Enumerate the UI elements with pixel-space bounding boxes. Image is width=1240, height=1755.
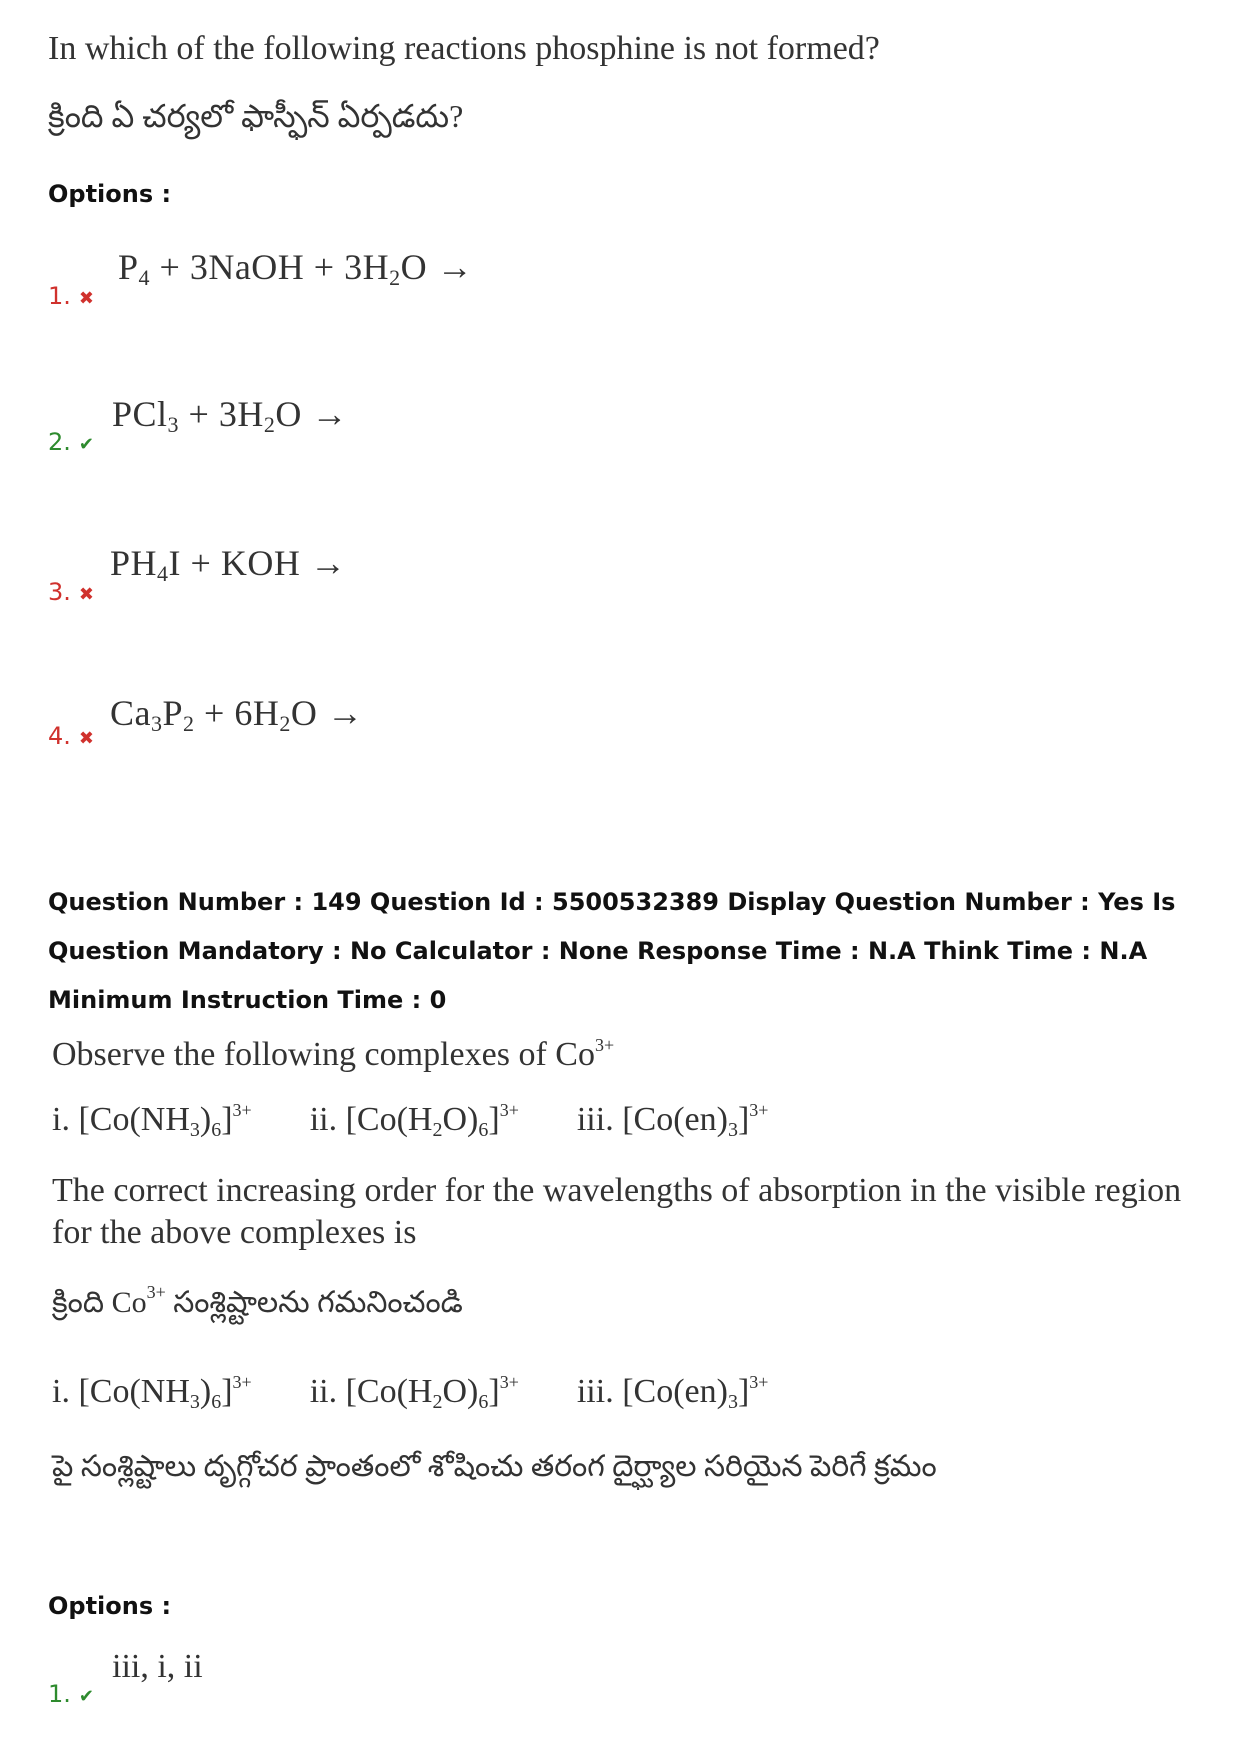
prompt-en-line1: The correct increasing order for the wavelengths of absorption in the visible region xyxy=(52,1172,1182,1209)
option-1-equation: $P_4$ + 3NaOH + $3H_2O$ → xyxy=(118,247,474,290)
options-heading: Options : xyxy=(48,180,172,208)
options-heading-2: Options : xyxy=(48,1592,172,1620)
q149-option-1-text: iii, i, ii xyxy=(112,1648,203,1685)
complex-list-te: i. $[Co(NH_3)_6]^{3+}$ ii. $[Co(H_2O)_6]^{3+}$ iii. $[Co(en)_3]^{3+}$ xyxy=(52,1372,769,1413)
prompt-te: పై సంశ్లిష్టాలు దృగ్గోచర ప్రాంతంలో శోషించు తరంగ దైర్ఘ్యాల సరియైన పెరిగే క్రమం xyxy=(52,1450,937,1483)
cross-icon: ✖ xyxy=(78,288,94,309)
question-text-te: క్రింది ఏ చర్యలో ఫాస్ఫీన్ ఏర్పడదు? xyxy=(48,98,464,134)
q149-option-1-number: 1. ✔ xyxy=(48,1680,94,1708)
question-text-en: In which of the following reactions phosphine is not formed? xyxy=(48,30,880,67)
prompt-en-line2: for the above complexes is xyxy=(52,1214,417,1251)
option-2-equation: $PCl_3 + 3H_2O$ → xyxy=(112,394,348,437)
question-meta: Question Number : 149 Question Id : 5500532389 Display Question Number : Yes Is Question Mandatory : No Calculator : None Response Time : N.A Think Time : N.A Minimum Instruction Time : 0 xyxy=(48,888,1176,1014)
cross-icon: ✖ xyxy=(78,728,94,749)
option-4-number: 4. ✖ xyxy=(48,722,94,750)
option-3-equation: $PH_4I$ + KOH → xyxy=(110,543,347,586)
check-icon: ✔ xyxy=(78,434,94,455)
observe-text-te: క్రింది $Co^{3+}$ సంశ్లిష్టాలను గమనించండి xyxy=(52,1282,463,1319)
option-2-number: 2. ✔ xyxy=(48,428,94,456)
option-3-number: 3. ✖ xyxy=(48,578,94,606)
observe-text-en: Observe the following complexes of $Co^{3+}$ xyxy=(52,1035,615,1073)
cross-icon: ✖ xyxy=(78,584,94,605)
complex-list-en: i. $[Co(NH_3)_6]^{3+}$ ii. $[Co(H_2O)_6]^{3+}$ iii. $[Co(en)_3]^{3+}$ xyxy=(52,1100,769,1141)
option-1-number: 1. ✖ xyxy=(48,282,94,310)
option-4-equation: $Ca_3P_2 + 6H_2O$ → xyxy=(110,693,364,736)
check-icon: ✔ xyxy=(78,1686,94,1707)
